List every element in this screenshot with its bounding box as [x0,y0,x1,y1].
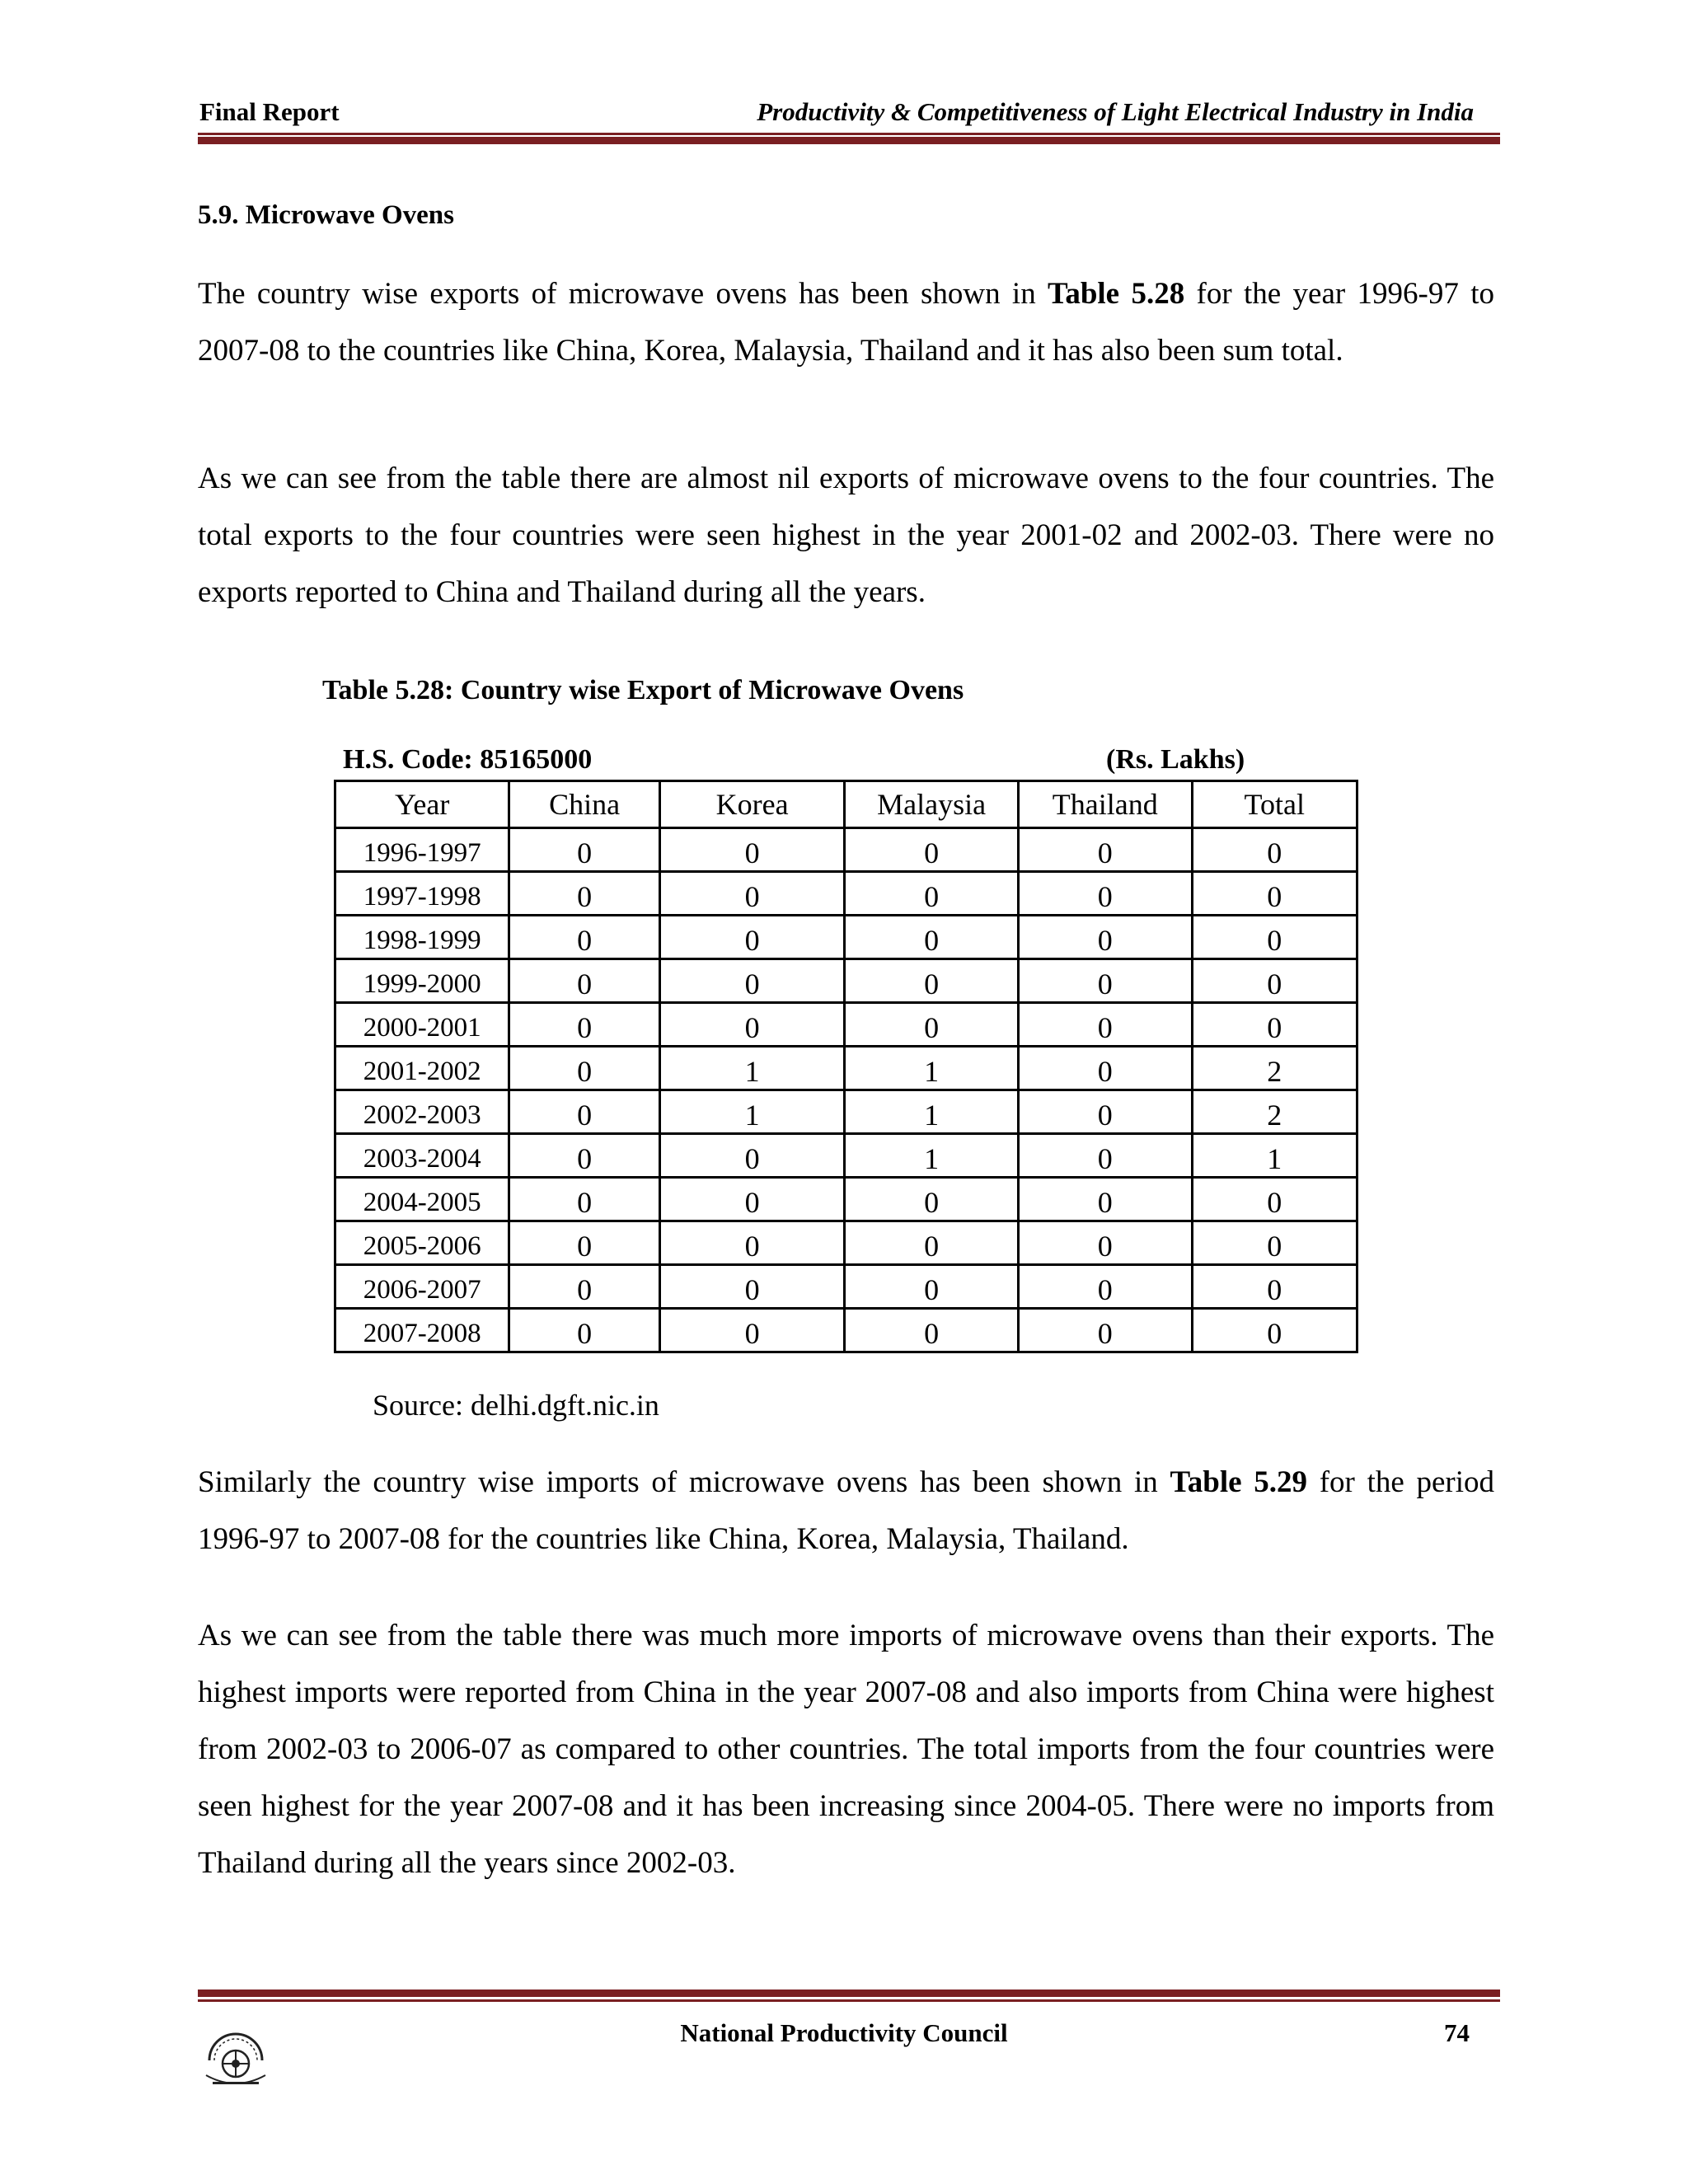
value-cell: 0 [509,1047,660,1090]
header-left-title: Final Report [199,97,340,126]
value-cell: 0 [845,1221,1019,1265]
value-cell: 0 [509,1178,660,1221]
page-header [198,97,1500,130]
table-reference: Table 5.28 [1048,277,1185,311]
table-source: Source: delhi.dgft.nic.in [373,1389,659,1422]
value-cell: 0 [1192,1178,1357,1221]
year-cell: 2004-2005 [335,1178,509,1221]
value-cell: 0 [509,1090,660,1134]
value-cell: 1 [659,1090,844,1134]
year-cell: 2003-2004 [335,1134,509,1178]
value-cell: 0 [1018,872,1192,916]
units-label: (Rs. Lakhs) [1106,744,1245,775]
table-row [335,1134,1357,1178]
value-cell: 0 [1192,828,1357,872]
paragraph-text: Similarly the country wise imports of microwave ovens has been shown in [198,1465,1170,1499]
value-cell: 0 [1018,1178,1192,1221]
value-cell: 0 [1018,1265,1192,1309]
header-right-title: Productivity & Competitiveness of Light Electrical Industry in India [757,97,1474,126]
value-cell: 0 [1018,1090,1192,1134]
value-cell: 0 [1192,1003,1357,1047]
value-cell: 0 [509,959,660,1003]
year-cell: 1999-2000 [335,959,509,1003]
value-cell: 0 [845,828,1019,872]
value-cell: 0 [845,1265,1019,1309]
value-cell: 1 [845,1090,1019,1134]
value-cell: 2 [1192,1047,1357,1090]
year-cell: 2001-2002 [335,1047,509,1090]
value-cell: 2 [1192,1090,1357,1134]
value-cell: 0 [509,1309,660,1352]
value-cell: 0 [845,916,1019,959]
value-cell: 0 [1192,1265,1357,1309]
table-header-row [335,781,1357,828]
paragraph-text: The country wise exports of microwave ovens has been shown in [198,277,1048,311]
value-cell: 0 [845,1178,1019,1221]
value-cell: 0 [509,1003,660,1047]
value-cell: 0 [509,1134,660,1178]
value-cell: 0 [509,916,660,959]
value-cell: 0 [845,1003,1019,1047]
paragraph-imports-analysis: As we can see from the table there was much more imports of microwave ovens than their exports. The highest imports were reported from China in the year 2007-08 and also imports from China were highest from 2002-03 to 2006-07 as compared to other countries. The total imports from the four countries were seen highest for the year 2007-08 and it has been increasing since 2004-05. There were no imports from Thailand during all the years since 2002-03. [198,1619,1494,1880]
year-cell: 2005-2006 [335,1221,509,1265]
footer-rule-thin [198,1999,1500,2002]
table-reference: Table 5.29 [1170,1465,1307,1499]
year-cell: 2002-2003 [335,1090,509,1134]
year-cell: 1996-1997 [335,828,509,872]
value-cell: 0 [659,1221,844,1265]
value-cell: 0 [1192,916,1357,959]
value-cell: 0 [1192,1221,1357,1265]
value-cell: 0 [659,1309,844,1352]
table-row [335,1047,1357,1090]
table-caption: Table 5.28: Country wise Export of Microwave Ovens [322,675,964,705]
value-cell: 0 [845,1309,1019,1352]
value-cell: 0 [659,828,844,872]
npc-emblem-icon [198,2026,274,2093]
column-header: Malaysia [845,781,1019,828]
paragraph-imports-intro [198,1454,1494,1568]
value-cell: 0 [1018,1003,1192,1047]
value-cell: 0 [659,1178,844,1221]
column-header: Thailand [1018,781,1192,828]
value-cell: 0 [659,916,844,959]
value-cell: 1 [659,1047,844,1090]
value-cell: 0 [1018,828,1192,872]
table-row [335,1003,1357,1047]
header-rule-thick [198,137,1500,144]
value-cell: 0 [845,872,1019,916]
column-header: Korea [659,781,844,828]
table-row [335,828,1357,872]
value-cell: 0 [659,1134,844,1178]
value-cell: 1 [1192,1134,1357,1178]
value-cell: 0 [509,1265,660,1309]
hs-code-label: H.S. Code: 85165000 [343,744,593,775]
table-row [335,1265,1357,1309]
year-cell: 2006-2007 [335,1265,509,1309]
value-cell: 0 [659,1003,844,1047]
table-row [335,1309,1357,1352]
year-cell: 2007-2008 [335,1309,509,1352]
value-cell: 0 [509,872,660,916]
value-cell: 0 [1192,872,1357,916]
footer-organization: National Productivity Council [680,2018,1008,2047]
value-cell: 0 [509,1221,660,1265]
year-cell: 1998-1999 [335,916,509,959]
value-cell: 0 [1192,1309,1357,1352]
footer-rule-thick [198,1990,1500,1997]
paragraph-text: for the year 1996-97 to 2007-08 to the countries like China, Korea, Malaysia, Thailand and it has also been sum total. [198,277,1494,368]
value-cell: 0 [1018,1221,1192,1265]
section-title: 5.9. Microwave Ovens [198,200,455,230]
page-number: 74 [1444,2018,1470,2047]
value-cell: 0 [659,959,844,1003]
year-cell: 2000-2001 [335,1003,509,1047]
table-row [335,872,1357,916]
header-rule-thin [198,133,1500,135]
table-row [335,916,1357,959]
table-row [335,1221,1357,1265]
paragraph-exports-analysis: As we can see from the table there are almost nil exports of microwave ovens to the four countries. The total exports to the four countries were seen highest in the year 2001-02 and 2002-03. There were no exports reported to China and Thailand during all the years. [198,462,1494,609]
column-header: China [509,781,660,828]
table-row [335,959,1357,1003]
value-cell: 0 [1018,1134,1192,1178]
value-cell: 1 [845,1134,1019,1178]
column-header: Total [1192,781,1357,828]
table-body [335,828,1357,1352]
table-row [335,1090,1357,1134]
value-cell: 0 [1192,959,1357,1003]
year-cell: 1997-1998 [335,872,509,916]
value-cell: 0 [845,959,1019,1003]
paragraph-exports-intro [198,265,1494,379]
value-cell: 0 [1018,916,1192,959]
value-cell: 0 [509,828,660,872]
export-table [334,780,1358,1353]
value-cell: 0 [1018,1047,1192,1090]
value-cell: 0 [659,872,844,916]
value-cell: 0 [1018,959,1192,1003]
table-row [335,1178,1357,1221]
value-cell: 0 [1018,1309,1192,1352]
paragraph-text: for the period 1996-97 to 2007-08 for the countries like China, Korea, Malaysia, Thailand. [198,1465,1495,1556]
value-cell: 0 [659,1265,844,1309]
value-cell: 1 [845,1047,1019,1090]
column-header: Year [335,781,509,828]
